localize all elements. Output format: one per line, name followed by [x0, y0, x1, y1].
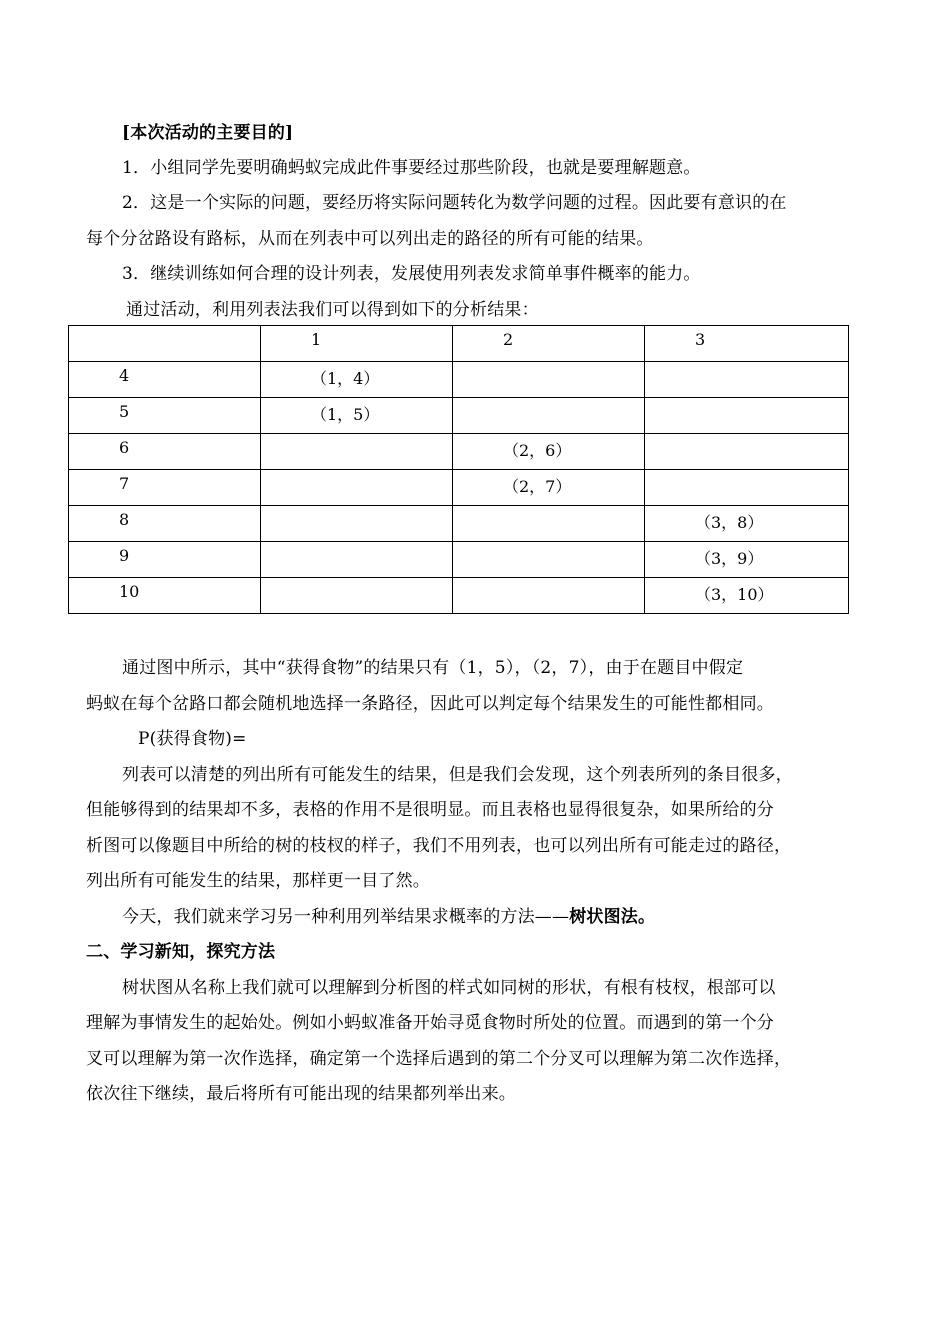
point-2-line-1: 2．这是一个实际的问题，要经历将实际问题转化为数学问题的过程。因此要有意识的在 — [122, 193, 787, 213]
paragraph-3-text: 今天，我们就来学习另一种利用列举结果求概率的方法—— — [122, 907, 570, 927]
table-cell: （2，7） — [453, 470, 645, 506]
table-cell — [261, 542, 453, 578]
table-cell: （3，9） — [645, 542, 849, 578]
paragraph-1-line-2: 蚂蚁在每个岔路口都会随机地选择一条路径，因此可以判定每个结果发生的可能性都相同。 — [86, 694, 774, 714]
table-row — [69, 398, 849, 434]
table-cell: （2，6） — [453, 434, 645, 470]
table-cell: 4 — [69, 362, 261, 398]
table-header-row — [69, 326, 849, 362]
table-row — [69, 578, 849, 614]
table-intro: 通过活动，利用列表法我们可以得到如下的分析结果： — [126, 300, 539, 320]
table-cell: 9 — [69, 542, 261, 578]
table-cell: （3，10） — [645, 578, 849, 614]
table-cell: （3，8） — [645, 506, 849, 542]
table-cell — [453, 506, 645, 542]
table-row — [69, 470, 849, 506]
purpose-heading: [本次活动的主要目的] — [122, 123, 294, 143]
section-heading-2: 二、学习新知，探究方法 — [86, 942, 276, 962]
table-header-cell — [69, 326, 261, 362]
table-cell — [645, 434, 849, 470]
table-cell — [261, 434, 453, 470]
results-table — [68, 325, 849, 614]
paragraph-2-line-4: 列出所有可能发生的结果，那样更一目了然。 — [86, 871, 430, 891]
paragraph-2-line-1: 列表可以清楚的列出所有可能发生的结果，但是我们会发现，这个列表所列的条目很多， — [122, 765, 793, 785]
table-cell: 8 — [69, 506, 261, 542]
paragraph-2-line-3: 析图可以像题目中所给的树的枝杈的样子，我们不用列表，也可以列出所有可能走过的路径， — [86, 836, 792, 856]
table-cell — [261, 578, 453, 614]
table-cell: 10 — [69, 578, 261, 614]
probability-formula: P(获得食物)= — [138, 729, 247, 749]
point-3: 3．继续训练如何合理的设计列表，发展使用列表发求简单事件概率的能力。 — [122, 264, 701, 284]
table-cell — [453, 398, 645, 434]
table-header-cell: 3 — [645, 326, 849, 362]
paragraph-3-emphasis: 树状图法。 — [569, 907, 656, 927]
table-cell — [261, 506, 453, 542]
table-header-cell: 2 — [453, 326, 645, 362]
table-cell — [645, 398, 849, 434]
paragraph-4-line-4: 依次往下继续，最后将所有可能出现的结果都列举出来。 — [86, 1084, 516, 1104]
table-row — [69, 506, 849, 542]
point-2-line-2: 每个分岔路设有路标，从而在列表中可以列出走的路径的所有可能的结果。 — [86, 229, 654, 249]
table-row — [69, 362, 849, 398]
paragraph-2-line-2: 但能够得到的结果却不多，表格的作用不是很明显。而且表格也显得很复杂，如果所给的分 — [86, 800, 774, 820]
paragraph-1-line-1: 通过图中所示，其中“获得食物”的结果只有（1，5），（2，7），由于在题目中假定 — [122, 658, 744, 678]
table-cell: 6 — [69, 434, 261, 470]
table-cell: （1，4） — [261, 362, 453, 398]
table-cell: 5 — [69, 398, 261, 434]
paragraph-4-line-1: 树状图从名称上我们就可以理解到分析图的样式如同树的形状，有根有枝杈，根部可以 — [122, 978, 776, 998]
table-cell — [453, 578, 645, 614]
paragraph-4-line-2: 理解为事情发生的起始处。例如小蚂蚁准备开始寻觅食物时所处的位置。而遇到的第一个分 — [86, 1013, 774, 1033]
table-cell — [453, 362, 645, 398]
table-header-cell: 1 — [261, 326, 453, 362]
paragraph-3 — [122, 905, 655, 929]
table-row — [69, 434, 849, 470]
table-cell: 7 — [69, 470, 261, 506]
table-cell — [645, 362, 849, 398]
table-cell: （1，5） — [261, 398, 453, 434]
table-cell — [261, 470, 453, 506]
table-cell — [453, 542, 645, 578]
paragraph-4-line-3: 叉可以理解为第一次作选择，确定第一个选择后遇到的第二个分叉可以理解为第二次作选择， — [86, 1049, 792, 1069]
table-cell — [645, 470, 849, 506]
point-1: 1．小组同学先要明确蚂蚁完成此件事要经过那些阶段，也就是要理解题意。 — [122, 158, 701, 178]
table-row — [69, 542, 849, 578]
